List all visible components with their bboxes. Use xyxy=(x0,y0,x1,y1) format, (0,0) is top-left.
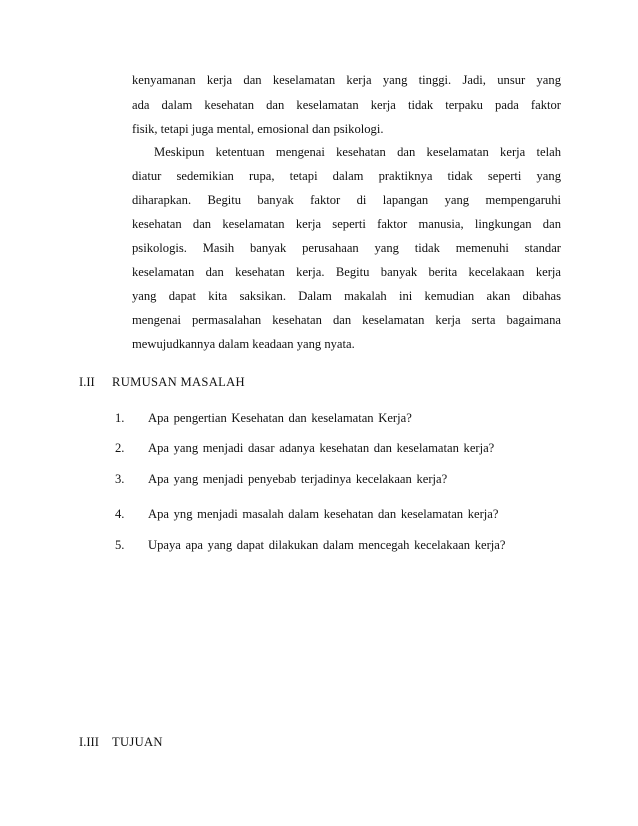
paragraph-line: yang dapat kita saksikan. Dalam makalah ini kemudian akan dibahas xyxy=(132,289,561,303)
list-item-text: Apa yng menjadi masalah dalam kesehatan dan keselamatan kerja? xyxy=(148,507,499,521)
list-item-number: 1. xyxy=(115,411,125,425)
list-item-number: 4. xyxy=(115,507,125,521)
paragraph-line: ada dalam kesehatan dan keselamatan kerja tidak terpaku pada faktor xyxy=(132,98,561,112)
section-number: I.II xyxy=(79,375,95,389)
paragraph-line: mengenai permasalahan kesehatan dan keselamatan kerja serta bagaimana xyxy=(132,313,561,327)
list-item-number: 5. xyxy=(115,538,125,552)
paragraph-line: keselamatan dan kesehatan kerja. Begitu banyak berita kecelakaan kerja xyxy=(132,265,561,279)
list-item-text: Upaya apa yang dapat dilakukan dalam mencegah kecelakaan kerja? xyxy=(148,538,506,552)
list-item-text: Apa yang menjadi dasar adanya kesehatan dan keselamatan kerja? xyxy=(148,441,495,455)
paragraph-line: diatur sedemikian rupa, tetapi dalam praktiknya tidak seperti yang xyxy=(132,169,561,183)
paragraph-line: psikologis. Masih banyak perusahaan yang tidak memenuhi standar xyxy=(132,241,561,255)
paragraph-line: Meskipun ketentuan mengenai kesehatan dan keselamatan kerja telah xyxy=(154,145,561,159)
section-number: I.III xyxy=(79,735,99,749)
paragraph-line: fisik, tetapi juga mental, emosional dan psikologi. xyxy=(132,122,384,136)
list-item-number: 3. xyxy=(115,472,125,486)
paragraph-line: mewujudkannya dalam keadaan yang nyata. xyxy=(132,337,355,351)
list-item-number: 2. xyxy=(115,441,125,455)
paragraph-line: kenyamanan kerja dan keselamatan kerja yang tinggi. Jadi, unsur yang xyxy=(132,73,561,87)
paragraph-line: diharapkan. Begitu banyak faktor di lapangan yang mempengaruhi xyxy=(132,193,561,207)
paragraph-line: kesehatan dan keselamatan kerja seperti faktor manusia, lingkungan dan xyxy=(132,217,561,231)
section-heading: TUJUAN xyxy=(112,735,163,749)
section-heading: RUMUSAN MASALAH xyxy=(112,375,245,389)
list-item-text: Apa pengertian Kesehatan dan keselamatan Kerja? xyxy=(148,411,412,425)
list-item-text: Apa yang menjadi penyebab terjadinya kecelakaan kerja? xyxy=(148,472,448,486)
